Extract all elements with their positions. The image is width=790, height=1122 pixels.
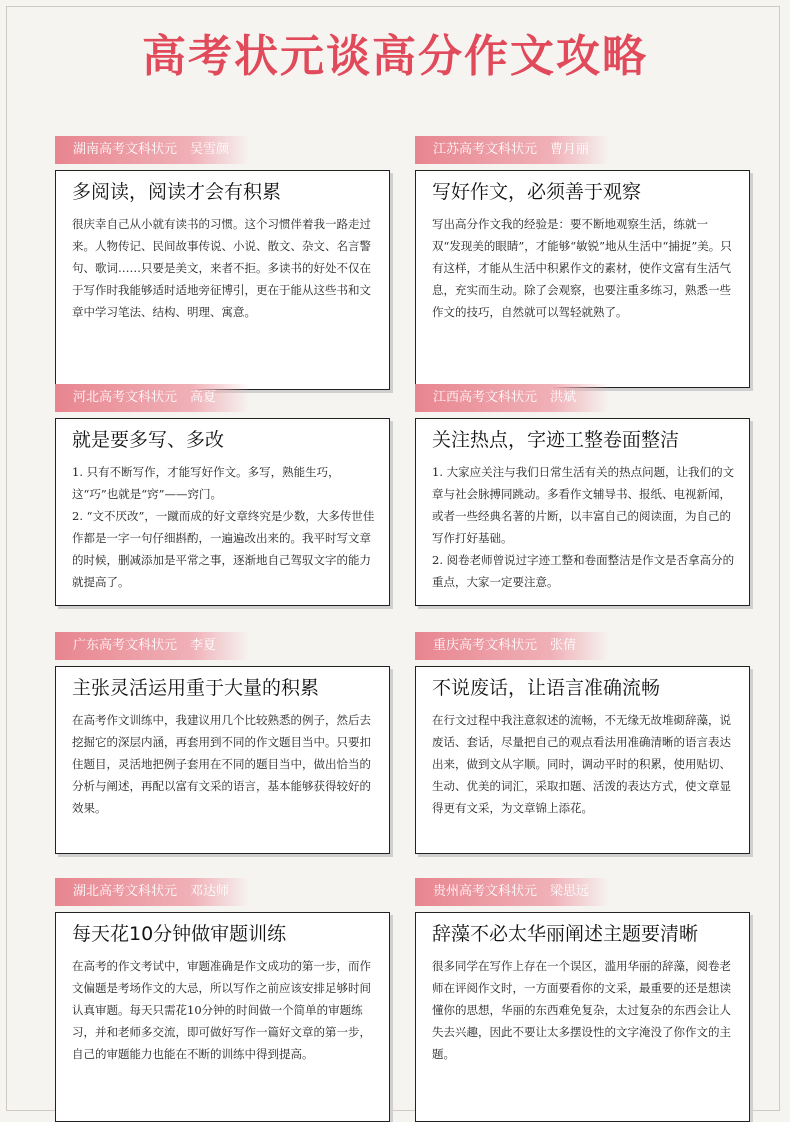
- tip-paragraph: 写出高分作文我的经验是：要不断地观察生活，练就一双“发现美的眼睛”，才能够“敏锐”地从生活中“捕捉”美。只有这样，才能从生活中积累作文的素材，使作文富有生活气息，充实而生动。除了会观察，也要注重多练习，熟悉一些作文的技巧，自然就可以驾轻就熟了。: [432, 216, 732, 319]
- author-tag: 湖南高考文科状元 吴雪颜: [55, 136, 250, 164]
- tip-heading: 就是要多写、多改: [72, 429, 225, 451]
- tip-box: [55, 666, 390, 854]
- author-tag: 湖北高考文科状元 邓达师: [55, 878, 250, 906]
- author-tag: 贵州高考文科状元 梁思远: [415, 878, 610, 906]
- tip-heading: 不说废话，让语言准确流畅: [432, 677, 661, 699]
- tip-box: [415, 666, 750, 854]
- tip-box: [55, 912, 390, 1122]
- author-tag: 江苏高考文科状元 曹月丽: [415, 136, 610, 164]
- tip-paragraph: 2. 阅卷老师曾说过字迹工整和卷面整洁是作文是否拿高分的重点，大家一定要注意。: [432, 552, 735, 589]
- tip-paragraph: 很庆幸自己从小就有读书的习惯。这个习惯伴着我一路走过来。人物传记、民间故事传说、小说、散文、杂文、名言警句、歌词……只要是美文，来者不拒。多读书的好处不仅在于写作时我能够适时适地旁征博引，更在于能从这些书和文章中学习笔法、结构、明理、寓意。: [72, 216, 371, 319]
- tip-heading: 辞藻不必太华丽阐述主题要清晰: [432, 923, 699, 945]
- tip-heading: 写好作文，必须善于观察: [432, 181, 642, 203]
- tip-paragraph: 在高考的作文考试中，审题准确是作文成功的第一步，而作文偏题是考场作文的大忌，所以写作之前应该安排足够时间认真审题。每天只需花10分钟的时间做一个简单的审题练习，并和老师多交流，即可做好写作一篇好文章的第一步，自己的审题能力也能在不断的训练中得到提高。: [72, 958, 371, 1061]
- tip-paragraph: 1. 大家应关注与我们日常生活有关的热点问题，让我们的文章与社会脉搏同跳动。多看作文辅导书、报纸、电视新闻，或者一些经典名著的片断，以丰富自己的阅读面，为自己的写作打好基础。: [432, 464, 735, 545]
- author-tag: 河北高考文科状元 高夏: [55, 384, 250, 412]
- author-tag: 广东高考文科状元 李夏: [55, 632, 250, 660]
- tip-box: [55, 170, 390, 390]
- tip-heading: 主张灵活运用重于大量的积累: [72, 677, 320, 699]
- tip-box: [55, 418, 390, 606]
- tip-paragraph: 2. “文不厌改”，一蹴而成的好文章终究是少数，大多传世佳作都是一字一句仔细斟酌，一遍遍改出来的。我平时写文章的时候，删减添加是平常之事，逐渐地自己驾驭文字的能力就提高了。: [72, 508, 375, 589]
- tip-heading: 多阅读，阅读才会有积累: [72, 181, 282, 203]
- author-tag: 重庆高考文科状元 张倩: [415, 632, 610, 660]
- tip-box: [415, 418, 750, 606]
- tip-heading: 每天花10分钟做审题训练: [72, 923, 287, 945]
- tip-paragraph: 在行文过程中我注意叙述的流畅，不无缘无故堆砌辞藻，说废话、套话，尽量把自己的观点看法用准确清晰的语言表达出来，做到文从字顺。同时，调动平时的积累，使用贴切、生动、优美的词汇，采取扣题、活泼的表达方式，使文章显得更有文采，为文章锦上添花。: [432, 712, 731, 815]
- tip-heading: 关注热点，字迹工整卷面整洁: [432, 429, 680, 451]
- tip-box: [415, 170, 750, 388]
- tip-paragraph: 很多同学在写作上存在一个误区，滥用华丽的辞藻，阅卷老师在评阅作文时，一方面要看你的文采，最重要的还是想读懂你的思想，华丽的东西难免复杂，太过复杂的东西会让人失去兴趣，因此不要让太多摆设性的文字淹没了你作文的主题。: [432, 958, 731, 1061]
- tip-paragraph: 1. 只有不断写作，才能写好作文。多写，熟能生巧，这“巧”也就是“窍”——窍门。: [72, 464, 340, 501]
- tip-paragraph: 在高考作文训练中，我建议用几个比较熟悉的例子，然后去挖掘它的深层内涵，再套用到不同的作文题目当中。只要扣住题目，灵活地把例子套用在不同的题目当中，做出恰当的分析与阐述，再配以富有文采的语言，基本能够获得较好的效果。: [72, 712, 371, 815]
- author-tag: 江西高考文科状元 洪斌: [415, 384, 610, 412]
- tip-box: [415, 912, 750, 1122]
- page-title: 高考状元谈高分作文攻略: [142, 31, 648, 82]
